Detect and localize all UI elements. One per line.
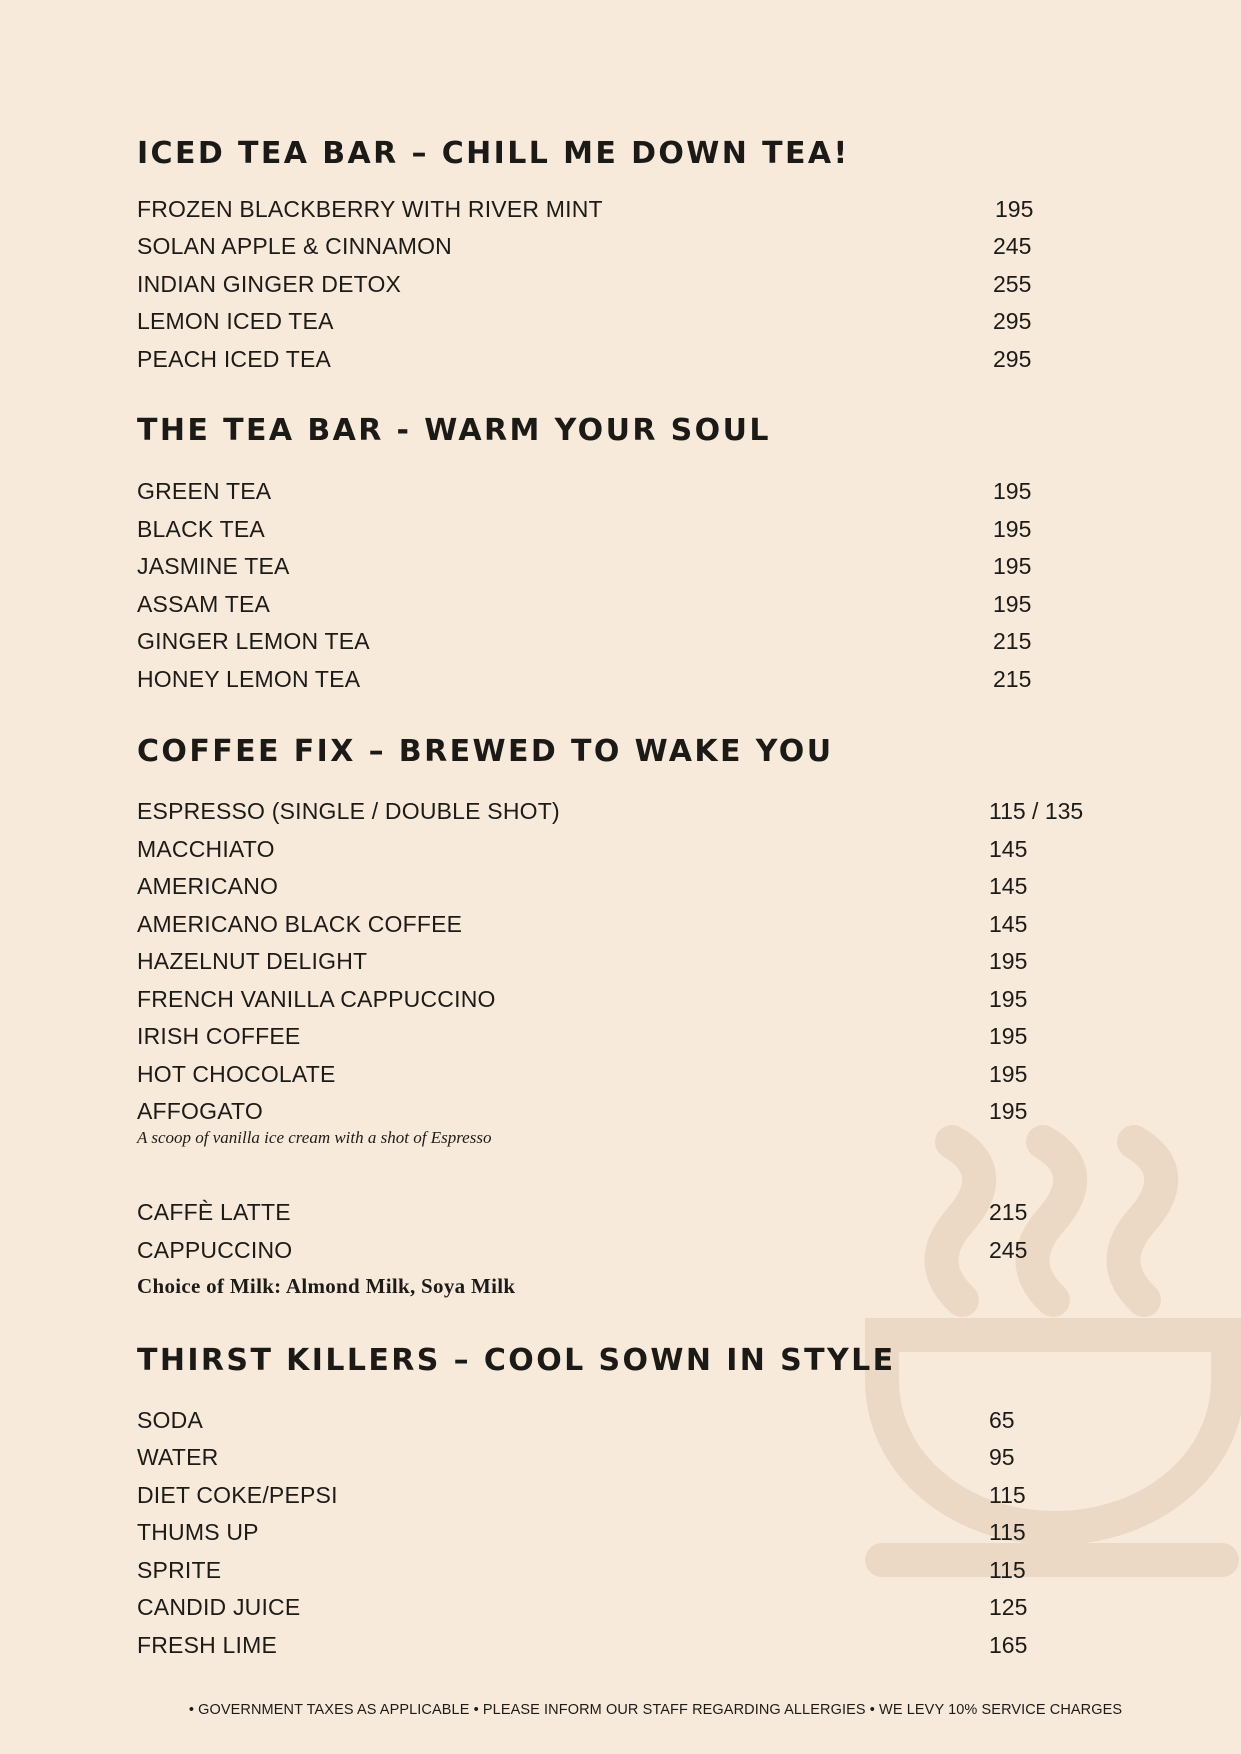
menu-item-price: 195 (989, 1098, 1028, 1124)
coffee-cup-icon (860, 1120, 1241, 1580)
menu-item-price: 295 (993, 308, 1032, 334)
menu-item-price: 195 (989, 986, 1028, 1012)
section-title-thirst-killers: THIRST KILLERS – COOL SOWN IN STYLE (137, 1343, 896, 1378)
menu-item-name: BLACK TEA (137, 516, 265, 542)
menu-item-name: SOLAN APPLE & CINNAMON (137, 233, 452, 259)
menu-item-name: FROZEN BLACKBERRY WITH RIVER MINT (137, 196, 603, 222)
menu-item-name: CANDID JUICE (137, 1594, 301, 1620)
menu-item-price: 215 (993, 666, 1032, 692)
menu-item-price: 115 (989, 1519, 1026, 1545)
menu-item-name: IRISH COFFEE (137, 1023, 301, 1049)
section-title-coffee-fix: COFFEE FIX – BREWED TO WAKE YOU (137, 734, 834, 769)
menu-item-name: THUMS UP (137, 1519, 259, 1545)
menu-item-name: WATER (137, 1444, 219, 1470)
menu-item-price: 145 (989, 836, 1028, 862)
menu-item-price: 215 (993, 628, 1032, 654)
menu-item-price: 165 (989, 1632, 1028, 1658)
menu-item-price: 195 (993, 478, 1032, 504)
menu-item-name: PEACH ICED TEA (137, 346, 332, 372)
menu-item-name: GINGER LEMON TEA (137, 628, 370, 654)
menu-item-price: 245 (989, 1237, 1028, 1263)
menu-item-name: CAPPUCCINO (137, 1237, 293, 1263)
menu-item-name: INDIAN GINGER DETOX (137, 271, 402, 297)
section-title-iced-tea: ICED TEA BAR – CHILL ME DOWN TEA! (137, 136, 850, 171)
menu-item-price: 65 (989, 1407, 1015, 1433)
menu-item-price: 215 (989, 1199, 1028, 1225)
menu-item-name: FRENCH VANILLA CAPPUCCINO (137, 986, 496, 1012)
menu-item-price: 115 (989, 1482, 1026, 1508)
menu-item-price: 145 (989, 873, 1028, 899)
menu-item-name: ASSAM TEA (137, 591, 271, 617)
menu-item-price: 195 (993, 591, 1032, 617)
menu-item-price: 115 (989, 1557, 1026, 1583)
menu-item-price: 195 (989, 948, 1028, 974)
menu-item-price: 195 (995, 196, 1034, 222)
menu-item-name: AFFOGATO (137, 1098, 263, 1124)
menu-item-name: AMERICANO (137, 873, 279, 899)
menu-item-name: HONEY LEMON TEA (137, 666, 361, 692)
menu-item-name: FRESH LIME (137, 1632, 278, 1658)
milk-choice-note: Choice of Milk: Almond Milk, Soya Milk (137, 1274, 516, 1298)
menu-item-price: 195 (993, 516, 1032, 542)
menu-item-price: 115 / 135 (989, 798, 1084, 824)
menu-item-price: 195 (993, 553, 1032, 579)
menu-item-name: SPRITE (137, 1557, 222, 1583)
menu-item-name: GREEN TEA (137, 478, 272, 504)
menu-item-price: 125 (989, 1594, 1028, 1620)
menu-item-name: HOT CHOCOLATE (137, 1061, 336, 1087)
menu-item-name: JASMINE TEA (137, 553, 290, 579)
menu-item-name: DIET COKE/PEPSI (137, 1482, 338, 1508)
affogato-description: A scoop of vanilla ice cream with a shot of Espresso (137, 1128, 492, 1147)
menu-item-price: 245 (993, 233, 1032, 259)
menu-item-name: HAZELNUT DELIGHT (137, 948, 368, 974)
menu-item-name: SODA (137, 1407, 203, 1433)
menu-item-name: CAFFÈ LATTE (137, 1199, 291, 1225)
menu-item-price: 195 (989, 1061, 1028, 1087)
menu-item-price: 255 (993, 271, 1032, 297)
menu-item-price: 95 (989, 1444, 1015, 1470)
menu-item-price: 295 (993, 346, 1032, 372)
menu-item-name: MACCHIATO (137, 836, 275, 862)
menu-item-price: 195 (989, 1023, 1028, 1049)
menu-item-name: AMERICANO BLACK COFFEE (137, 911, 463, 937)
section-title-tea-bar: THE TEA BAR - WARM YOUR SOUL (137, 413, 771, 448)
menu-item-name: ESPRESSO (SINGLE / DOUBLE SHOT) (137, 798, 560, 824)
menu-item-name: LEMON ICED TEA (137, 308, 334, 334)
menu-item-price: 145 (989, 911, 1028, 937)
footer-notice: • GOVERNMENT TAXES AS APPLICABLE • PLEASE INFORM OUR STAFF REGARDING ALLERGIES • WE LEVY 10% SERVICE CHARGES (188, 1702, 1123, 1718)
